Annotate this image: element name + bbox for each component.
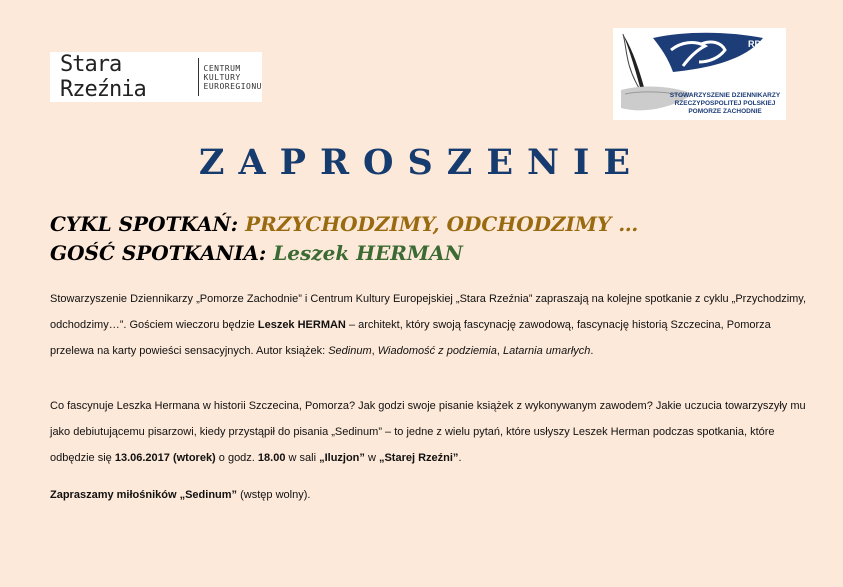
event-room: „Iluzjon”	[319, 452, 365, 464]
event-venue: „Starej Rzeźni”	[378, 452, 459, 464]
guest-headline	[50, 241, 463, 265]
cycle-label: CYKL SPOTKAŃ:	[50, 212, 239, 236]
guest-name: Leszek HERMAN	[273, 241, 463, 265]
logo-brand-text: Stara Rzeźnia	[60, 52, 146, 102]
guest-name-bold: Leszek HERMAN	[257, 319, 346, 331]
event-time: 18.00	[257, 452, 286, 464]
text-span: o godz.	[215, 452, 258, 464]
stara-rzeznia-logo	[50, 52, 262, 102]
text-span: – architekt, który swoją fascynację zawodową, fascynację historią Szczecina, Pomorza przelewa na karty powieści sensacyjnych. Autor książek:	[50, 319, 771, 357]
logo-divider	[198, 58, 199, 96]
rp-badge: RP	[748, 39, 761, 49]
org-name-line: POMORZE ZACHODNIE	[688, 108, 762, 115]
org-name	[665, 92, 785, 116]
details-paragraph	[50, 393, 810, 471]
guest-label: GOŚĆ SPOTKANIA:	[50, 241, 267, 265]
sdrp-logo	[613, 28, 786, 120]
text-span: .	[590, 345, 594, 357]
book-title: Latarnia umarłych	[502, 345, 591, 357]
logo-subtitle	[204, 64, 262, 91]
cycle-headline	[50, 212, 638, 236]
org-name-line: STOWARZYSZENIE DZIENNIKARZY	[669, 92, 781, 99]
intro-paragraph	[50, 286, 810, 364]
org-name-line: RZECZYPOSPOLITEJ POLSKIEJ	[674, 100, 776, 107]
cycle-name: PRZYCHODZIMY, ODCHODZIMY …	[245, 212, 639, 236]
text-span: Stowarzyszenie Dziennikarzy „Pomorze Zachodnie” i Centrum Kultury Europejskiej „Stara Rzeźnia” zapraszają na kolejne spotkanie z cyklu „Przychodzimy, odchodzimy…”. Gościem wieczoru będzie	[50, 293, 807, 331]
text-span: w sali	[285, 452, 320, 464]
event-date: 13.06.2017 (wtorek)	[114, 452, 216, 464]
logo-sub-line: CENTRUM	[203, 63, 241, 73]
text-span: (wstęp wolny).	[237, 489, 311, 501]
book-title: Wiadomość z podziemia	[377, 345, 497, 357]
book-title: Sedinum	[328, 345, 372, 357]
text-span: ,	[371, 345, 378, 357]
text-span: w	[364, 452, 379, 464]
text-span: .	[458, 452, 462, 464]
text-span: ,	[496, 345, 503, 357]
closing-paragraph	[50, 482, 810, 508]
logo-sub-line: KULTURY	[203, 72, 241, 82]
invitation-bold: Zapraszamy miłośników „Sedinum”	[50, 489, 238, 501]
text-span: Co fascynuje Leszka Hermana w historii Szczecina, Pomorza? Jak godzi swoje pisanie książek z wykonywanym zawodem? Jakie uczucia towarzyszyły mu jako debiutującemu pisarzowi, kiedy przystąpił do pisania „Sedinum” – to jedne z wielu pytań, które usłyszy Leszek Herman podczas spotkania, które odbędzie się	[50, 400, 806, 464]
page-title: ZAPROSZENIE	[198, 142, 645, 183]
logo-sub-line: EUROREGIONU	[203, 81, 262, 91]
